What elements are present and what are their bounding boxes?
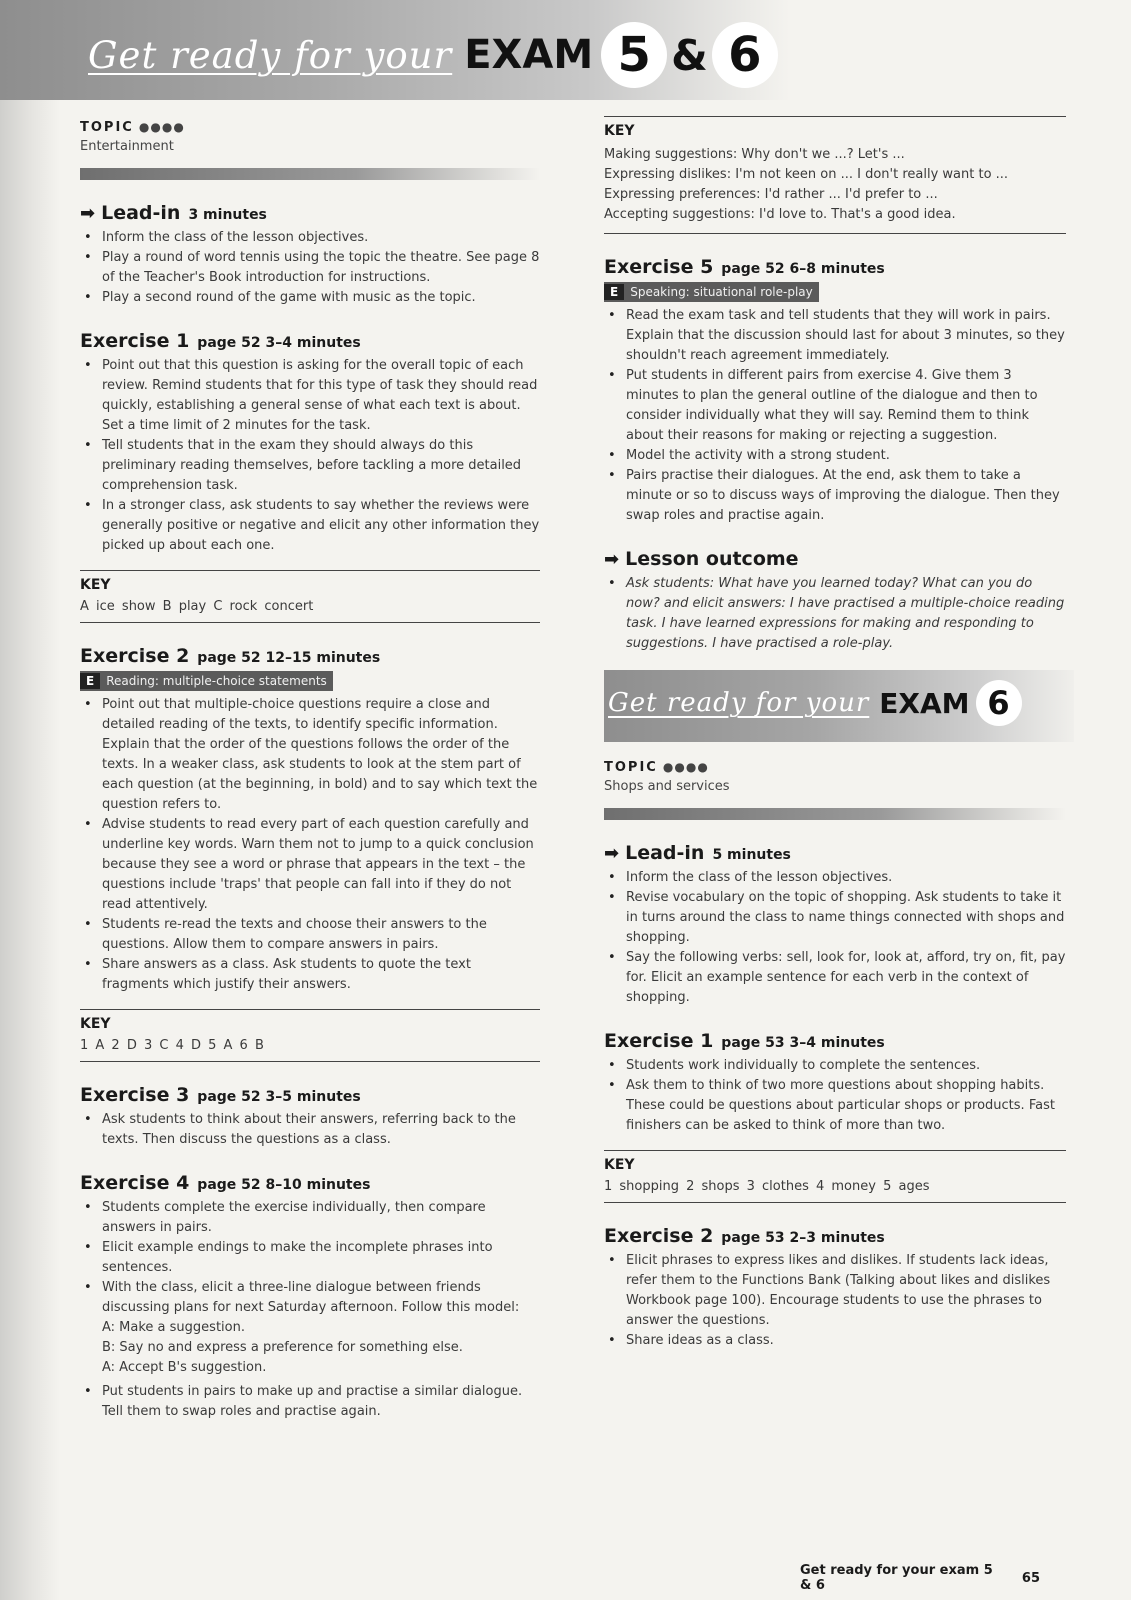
list-item: • Pairs practise their dialogues. At the end, ask them to take a minute or so to discuss ways of improving the dialogue. Then they swap roles and practise again. — [604, 466, 1066, 526]
exercise-1-heading: Exercise 1 page 52 3–4 minutes — [80, 330, 361, 352]
list-item: • Students complete the exercise individually, then compare answers in pairs. — [80, 1198, 540, 1238]
list-item: • Play a round of word tennis using the topic the theatre. See page 8 of the Teacher's Book introduction for instructions. — [80, 248, 540, 288]
dialogue-model-line: A: Make a suggestion. — [102, 1320, 245, 1335]
exam-6-banner — [604, 670, 1074, 742]
arrow-right-icon: ➡ — [604, 843, 620, 864]
topic-label: TOPIC — [604, 760, 658, 775]
topic-header — [80, 116, 540, 135]
list-item: • Put students in different pairs from exercise 4. Give them 3 minutes to plan the general outline of the dialogue and then to consider individually what they will say. Remind them to think about their reasons for making or rejecting a suggestion. — [604, 366, 1066, 446]
dialogue-model-line: B: Say no and express a preference for something else. — [102, 1340, 463, 1355]
key-title: KEY — [80, 577, 111, 593]
exercise-2-key — [80, 1009, 540, 1062]
key-answers: A ice show B play C rock concert — [80, 599, 314, 614]
key-answers: 1 shopping 2 shops 3 clothes 4 money 5 ages — [604, 1179, 930, 1194]
leadin-heading: ➡ Lead-in 3 minutes — [80, 202, 267, 224]
topic-name: Shops and services — [604, 779, 730, 794]
leadin-list — [604, 868, 1066, 1008]
lesson-outcome-heading: ➡ Lesson outcome — [604, 548, 799, 570]
topic-dots: ●●●● — [138, 120, 185, 134]
list-item: • Model the activity with a strong student. — [604, 446, 1066, 466]
exam-number-5: 5 — [601, 22, 667, 88]
key-title: KEY — [80, 1016, 111, 1032]
page-footer — [800, 1563, 1040, 1593]
list-item: • Share ideas as a class. — [604, 1331, 1066, 1351]
exercise-5-heading: Exercise 5 page 52 6–8 minutes — [604, 256, 885, 278]
topic-divider-bar — [80, 168, 540, 180]
exercise-1-list — [80, 356, 540, 556]
list-item: • Revise vocabulary on the topic of shopping. Ask students to take it in turns around the class to name things connected with shops and shopping. — [604, 888, 1066, 948]
list-item: • Students work individually to complete the sentences. — [604, 1056, 1066, 1076]
leadin-heading: ➡ Lead-in 5 minutes — [604, 842, 791, 864]
topic-label: TOPIC — [80, 120, 134, 135]
list-item: • Elicit example endings to make the incomplete phrases into sentences. — [80, 1238, 540, 1278]
list-item: • Point out that multiple-choice questions require a close and detailed reading of the texts, to identify specific information. Explain that the order of the questions follows the order of the texts. In a weaker class, ask students to look at the stem part of each question (at the beginning, in bold) and to say which text the question refers to. — [80, 695, 540, 815]
list-item: • Say the following verbs: sell, look for, look at, afford, try on, fit, pay for. Elicit an example sentence for each verb in the context of shopping. — [604, 948, 1066, 1008]
banner-exam: EXAM — [879, 686, 970, 720]
list-item: • Inform the class of the lesson objectives. — [80, 228, 540, 248]
key-title: KEY — [604, 1157, 635, 1173]
dialogue-model-line: A: Accept B's suggestion. — [102, 1360, 267, 1375]
list-item: • Read the exam task and tell students that they will work in pairs. Explain that the discussion should last for about 3 minutes, so they shouldn't reach agreement immediately. — [604, 306, 1066, 366]
left-column — [80, 116, 540, 1422]
exam-e-icon: E — [80, 673, 100, 689]
topic-divider-bar — [604, 808, 1066, 820]
exercise-4-key — [604, 116, 1066, 234]
key-line: Expressing preferences: I'd rather ... I'd prefer to ... — [604, 187, 938, 202]
list-item: • Ask students: What have you learned today? What can you do now? and elicit answers: I have practised a multiple-choice reading task. I have learned expressions for making and responding to suggestions. I have practised a role-play. — [604, 574, 1066, 654]
list-item: • Students re-read the texts and choose their answers to the questions. Allow them to compare answers in pairs. — [80, 915, 540, 955]
title-script: Get ready for your — [88, 33, 453, 77]
header-banner — [0, 0, 790, 100]
banner-script: Get ready for your — [608, 688, 870, 718]
list-item: • Point out that this question is asking for the overall topic of each review. Remind students that for this type of task they should read quickly, establishing a general sense of what each text is about. Set a time limit of 2 minutes for the task. — [80, 356, 540, 436]
exercise-1-key — [604, 1150, 1066, 1203]
list-item: • Tell students that in the exam they should always do this preliminary reading themselves, before tackling a more detailed comprehension task. — [80, 436, 540, 496]
list-item: • Inform the class of the lesson objectives. — [604, 868, 1066, 888]
title-exam: EXAM — [464, 32, 594, 78]
list-item: • Elicit phrases to express likes and dislikes. If students lack ideas, refer them to the Functions Bank (Talking about likes and dislikes Workbook page 100). Encourage students to use the phrases to answer the questions. — [604, 1251, 1066, 1331]
key-answers: 1 A 2 D 3 C 4 D 5 A 6 B — [80, 1038, 264, 1053]
lesson-outcome-list — [604, 574, 1066, 654]
arrow-right-icon: ➡ — [80, 203, 96, 224]
list-item: • Share answers as a class. Ask students to quote the text fragments which justify their answers. — [80, 955, 540, 995]
footer-title: Get ready for your exam 5 & 6 — [800, 1563, 993, 1593]
exam-number-6: 6 — [976, 680, 1022, 726]
page-gutter-shadow — [0, 0, 60, 1600]
list-item: • Put students in pairs to make up and practise a similar dialogue. Tell them to swap roles and practise again. — [80, 1382, 540, 1422]
title-ampersand: & — [671, 30, 708, 80]
list-item: • Ask students to think about their answers, referring back to the texts. Then discuss the questions as a class. — [80, 1110, 540, 1150]
key-line: Expressing dislikes: I'm not keen on ... I don't really want to ... — [604, 167, 1009, 182]
exercise-4-list — [80, 1198, 540, 1318]
exam-e-icon: E — [604, 284, 624, 300]
exercise-4-heading: Exercise 4 page 52 8–10 minutes — [80, 1172, 371, 1194]
exercise-1-key — [80, 570, 540, 623]
exam-skill-badge: E Reading: multiple-choice statements — [80, 671, 333, 691]
key-title: KEY — [604, 123, 635, 139]
list-item: • Ask them to think of two more questions about shopping habits. These could be questions about particular shops or products. Fast finishers can be asked to think of more than two. — [604, 1076, 1066, 1136]
list-item: • In a stronger class, ask students to say whether the reviews were generally positive or negative and elicit any other information they picked up about each one. — [80, 496, 540, 556]
key-line: Accepting suggestions: I'd love to. That's a good idea. — [604, 207, 956, 222]
list-item: • Play a second round of the game with music as the topic. — [80, 288, 540, 308]
exercise-5-list — [604, 306, 1066, 526]
key-line: Making suggestions: Why don't we ...? Let's ... — [604, 147, 905, 162]
exam-skill-badge: E Speaking: situational role-play — [604, 282, 819, 302]
exam-number-6: 6 — [712, 22, 778, 88]
list-item: • Advise students to read every part of each question carefully and underline key words. Warn them not to jump to a quick conclusion because they see a word or phrase that appears in the text – the questions include 'traps' that people can fall into if they do not read attentively. — [80, 815, 540, 915]
topic-dots: ●●●● — [662, 760, 709, 774]
topic-header — [604, 756, 1066, 775]
page-number: 65 — [1021, 1570, 1040, 1586]
exercise-3-list — [80, 1110, 540, 1150]
exercise-4-list-2 — [80, 1382, 540, 1422]
exercise-2-list — [604, 1251, 1066, 1351]
exercise-2-heading: Exercise 2 page 53 2–3 minutes — [604, 1225, 885, 1247]
exercise-1-heading: Exercise 1 page 53 3–4 minutes — [604, 1030, 885, 1052]
page-title — [88, 20, 778, 90]
exercise-3-heading: Exercise 3 page 52 3–5 minutes — [80, 1084, 361, 1106]
leadin-list — [80, 228, 540, 308]
list-item: • With the class, elicit a three-line dialogue between friends discussing plans for next Saturday afternoon. Follow this model: — [80, 1278, 540, 1318]
exercise-2-list — [80, 695, 540, 995]
arrow-right-icon: ➡ — [604, 549, 620, 570]
exercise-2-heading: Exercise 2 page 52 12–15 minutes — [80, 645, 381, 667]
exercise-1-list — [604, 1056, 1066, 1136]
topic-name: Entertainment — [80, 139, 174, 154]
right-column — [604, 116, 1066, 1351]
